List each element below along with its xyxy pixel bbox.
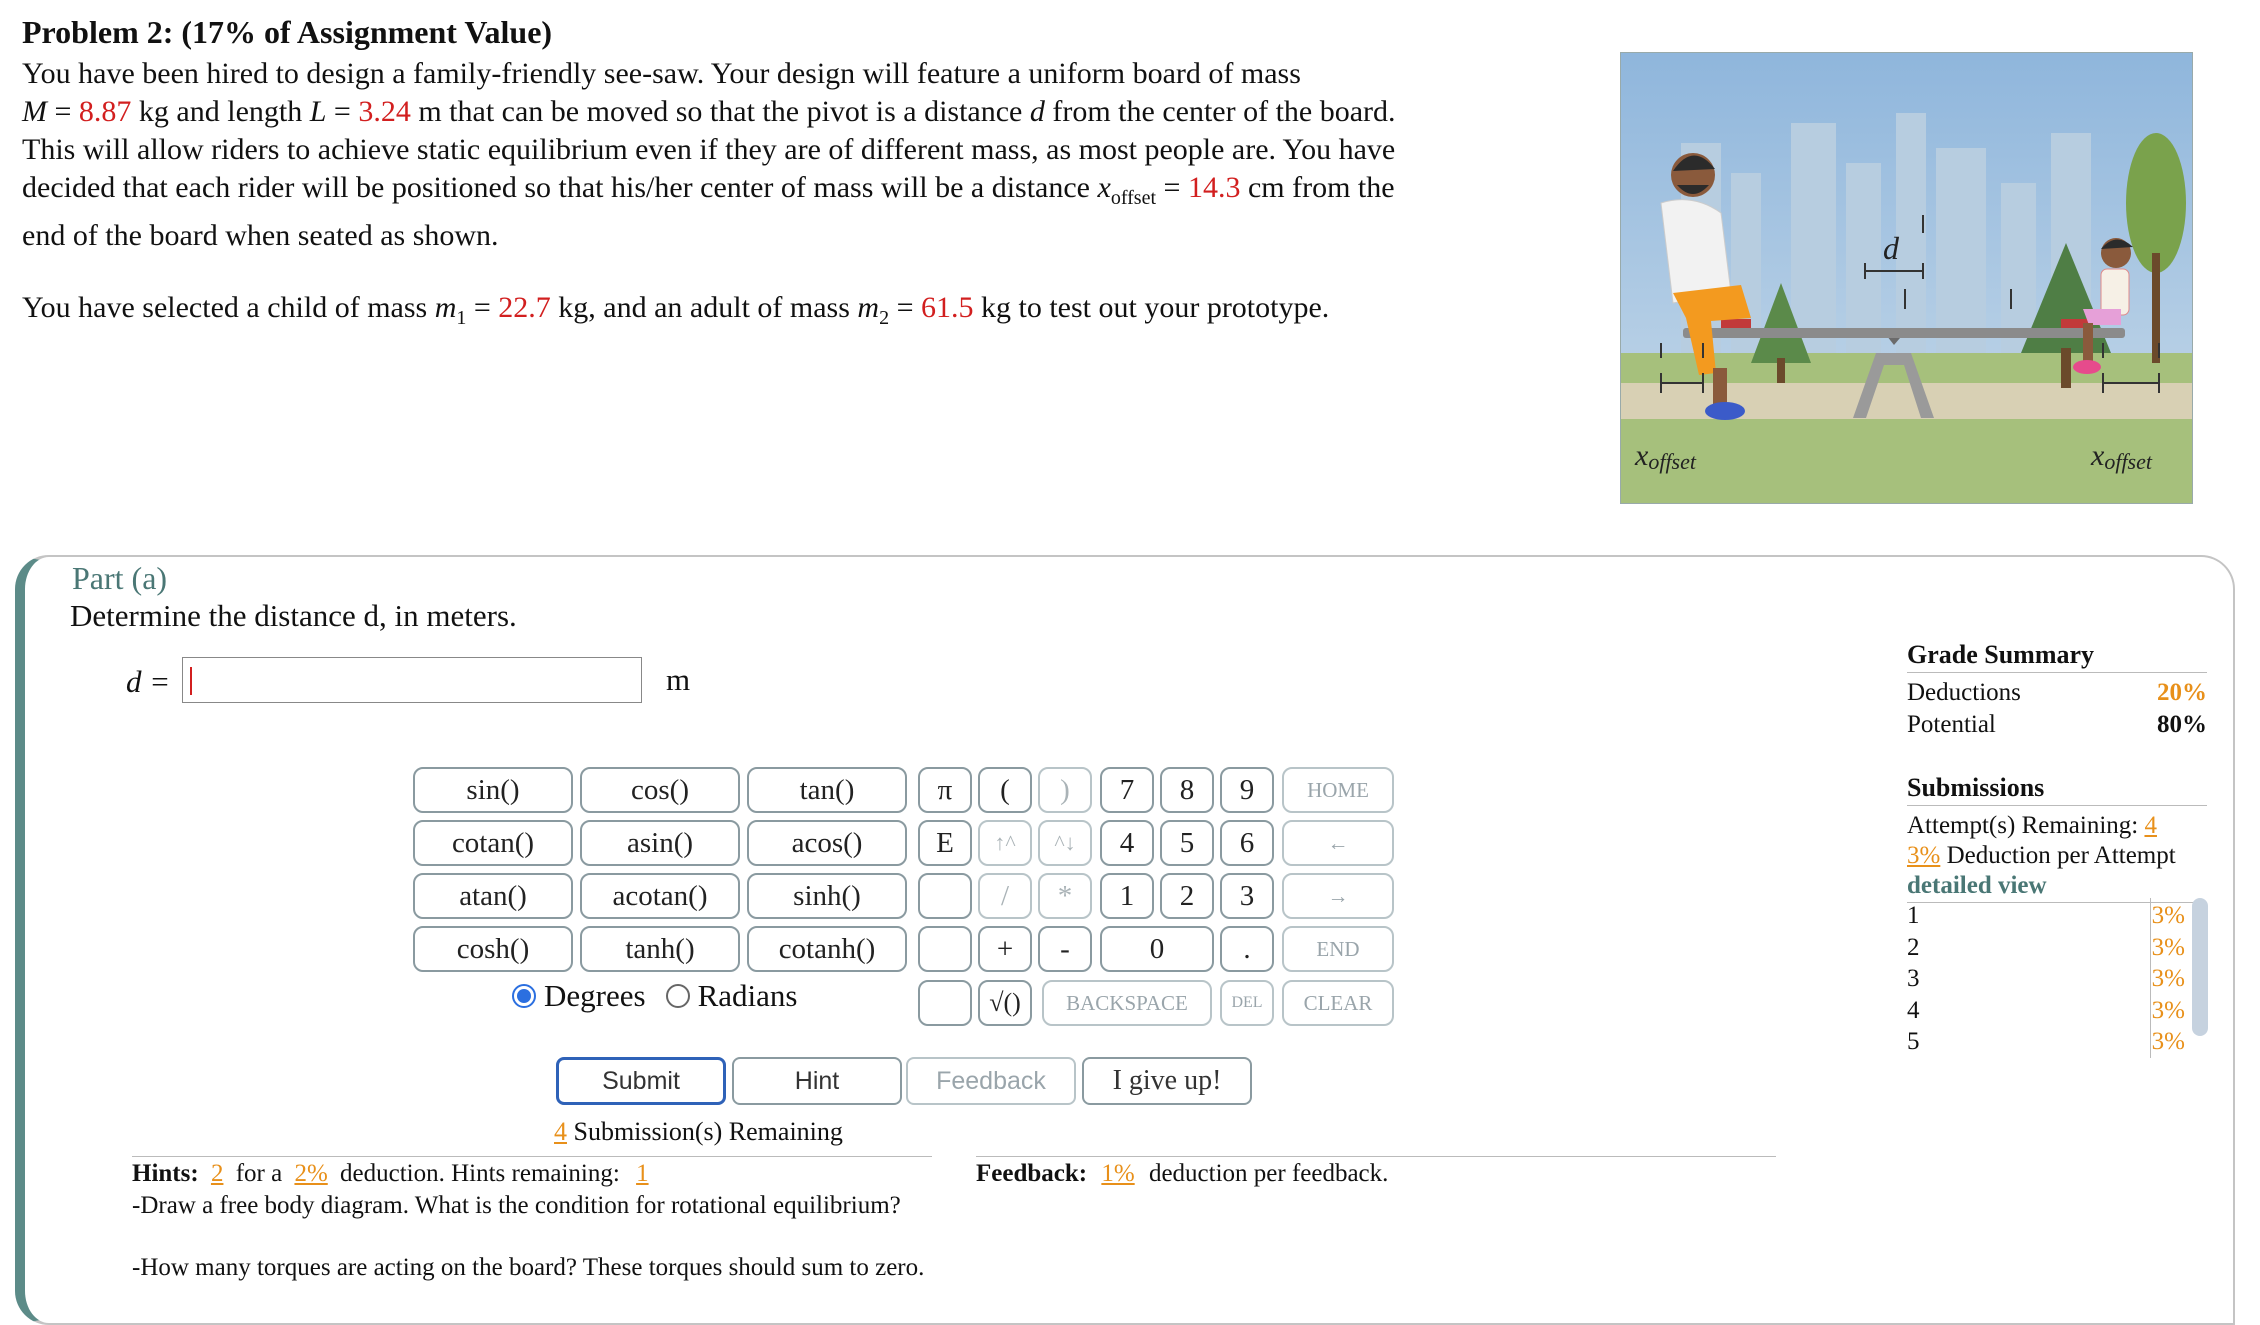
part-label: Part (a) — [72, 560, 168, 596]
attempts-remaining: Attempt(s) Remaining: 4 — [1907, 812, 2157, 839]
attempt-list-scrollbar[interactable] — [2192, 898, 2208, 1036]
digit-7-button[interactable]: 7 — [1100, 767, 1154, 813]
plus-button[interactable]: + — [978, 926, 1032, 972]
home-button[interactable]: HOME — [1282, 767, 1394, 813]
angle-mode-selector — [512, 978, 797, 1014]
submissions-remaining: 4 Submission(s) Remaining — [554, 1117, 843, 1146]
right-arrow-button[interactable]: → — [1282, 873, 1394, 919]
superscript-button[interactable]: ↑^ — [978, 820, 1032, 866]
problem-paragraph-2: You have selected a child of mass $m_1 = 22.7$ kg, and an adult of mass $m_2 = 61.5$ kg to test out your prototype. — [22, 291, 1330, 329]
d-label: d — [1883, 230, 1899, 266]
tanh-button[interactable]: tanh() — [580, 926, 740, 972]
hint-2: -How many torques are acting on the board? These torques should sum to zero. — [132, 1254, 925, 1281]
adult-mass-value: 61.5 — [921, 291, 974, 324]
decimal-button[interactable]: . — [1220, 926, 1274, 972]
cosh-button[interactable]: cosh() — [413, 926, 573, 972]
tan-button[interactable]: tan() — [747, 767, 907, 813]
problem-statement — [22, 14, 1592, 337]
pi-button[interactable]: π — [918, 767, 972, 813]
length-value: 3.24 — [358, 95, 411, 128]
cotanh-button[interactable]: cotanh() — [747, 926, 907, 972]
e-button[interactable]: E — [918, 820, 972, 866]
attempt-row: 5 3% — [1907, 1028, 2185, 1055]
x-offset-left-label: xoffset — [1635, 439, 1696, 474]
attempt-row: 2 3% — [1907, 933, 2185, 961]
multiply-button[interactable]: * — [1038, 873, 1092, 919]
backspace-button[interactable]: BACKSPACE — [1042, 980, 1212, 1026]
digit-5-button[interactable]: 5 — [1160, 820, 1214, 866]
submit-button[interactable]: Submit — [556, 1057, 726, 1105]
hint-1: -Draw a free body diagram. What is the condition for rotational equilibrium? — [132, 1192, 901, 1219]
mass-value: 8.87 — [78, 95, 132, 128]
text-cursor — [190, 667, 192, 695]
attempt-list-divider — [2150, 898, 2151, 1058]
acos-button[interactable]: acos() — [747, 820, 907, 866]
asin-button[interactable]: asin() — [580, 820, 740, 866]
delete-button[interactable]: DEL — [1220, 980, 1274, 1026]
degrees-radio[interactable] — [512, 984, 536, 1008]
part-question: Determine the distance d, in meters. — [70, 598, 517, 633]
digit-3-button[interactable]: 3 — [1220, 873, 1274, 919]
feedback-summary: Feedback: 1% deduction per feedback. — [976, 1160, 1389, 1187]
blank-button[interactable] — [918, 873, 972, 919]
child-mass-value: 22.7 — [498, 291, 551, 324]
see-saw-illustration — [1620, 52, 2193, 504]
submissions-title: Submissions — [1907, 773, 2207, 806]
acotan-button[interactable]: acotan() — [580, 873, 740, 919]
answer-input[interactable] — [182, 657, 642, 703]
answer-unit: m — [666, 662, 691, 697]
divide-button[interactable]: / — [978, 873, 1032, 919]
digit-1-button[interactable]: 1 — [1100, 873, 1154, 919]
attempt-row: 3 3% — [1907, 965, 2185, 992]
see-saw-drawing — [1621, 53, 2192, 503]
cotan-button[interactable]: cotan() — [413, 820, 573, 866]
digit-0-button[interactable]: 0 — [1100, 926, 1214, 972]
attempt-list — [1907, 900, 2207, 1058]
problem-title: Problem 2: (17% of Assignment Value) — [22, 14, 553, 50]
atan-button[interactable]: atan() — [413, 873, 573, 919]
attempt-row: 4 3% — [1907, 996, 2185, 1024]
radians-radio[interactable] — [666, 984, 690, 1008]
give-up-button[interactable]: I give up! — [1082, 1057, 1252, 1105]
blank-button[interactable] — [918, 926, 972, 972]
sqrt-button[interactable]: √() — [978, 980, 1032, 1026]
sin-button[interactable]: sin() — [413, 767, 573, 813]
digit-6-button[interactable]: 6 — [1220, 820, 1274, 866]
left-arrow-button[interactable]: ← — [1282, 820, 1394, 866]
hint-button[interactable]: Hint — [732, 1057, 902, 1105]
radians-label: Radians — [697, 978, 798, 1013]
problem-paragraph-1: You have been hired to design a family-friendly see-saw. Your design will feature a uniform board of mass M = 8.87 kg and length L = 3.24 m that can be moved so that the pivot is a distance d from the center of the board. This will allow riders to achieve static equilibrium even if they are of different mass, as most people are. You have decided that each rider will be positioned so that his/her center of mass will be a distance $x_{offset} = 14.3$ cm from the end of the board when seated as shown. — [22, 57, 1396, 252]
hints-divider — [132, 1156, 932, 1157]
detailed-view-link[interactable]: detailed view — [1907, 870, 2207, 903]
answer-label: d = — [126, 664, 171, 699]
blank-button[interactable] — [918, 980, 972, 1026]
digit-2-button[interactable]: 2 — [1160, 873, 1214, 919]
attempt-row: 1 3% — [1907, 902, 2185, 929]
end-button[interactable]: END — [1282, 926, 1394, 972]
cos-button[interactable]: cos() — [580, 767, 740, 813]
digit-9-button[interactable]: 9 — [1220, 767, 1274, 813]
feedback-button[interactable]: Feedback — [906, 1057, 1076, 1105]
degrees-label: Degrees — [544, 978, 646, 1013]
clear-button[interactable]: CLEAR — [1282, 980, 1394, 1026]
hints-summary: Hints: 2 for a 2% deduction. Hints remaining: 1 — [132, 1160, 649, 1187]
left-paren-button[interactable]: ( — [978, 767, 1032, 813]
subscript-button[interactable]: ^↓ — [1038, 820, 1092, 866]
deductions-value: 20% — [2157, 679, 2207, 706]
right-paren-button[interactable]: ) — [1038, 767, 1092, 813]
digit-8-button[interactable]: 8 — [1160, 767, 1214, 813]
feedback-divider — [976, 1156, 1776, 1157]
minus-button[interactable]: - — [1038, 926, 1092, 972]
offset-value: 14.3 — [1187, 171, 1241, 204]
deduction-per-attempt: 3% Deduction per Attempt — [1907, 842, 2176, 869]
sinh-button[interactable]: sinh() — [747, 873, 907, 919]
x-offset-right-label: xoffset — [2091, 439, 2152, 474]
grade-summary-title: Grade Summary — [1907, 640, 2207, 673]
digit-4-button[interactable]: 4 — [1100, 820, 1154, 866]
potential-value: 80% — [2157, 711, 2207, 738]
grade-summary: Grade Summary Deductions 20% Potential 80% Submissions Attempt(s) Remaining: 4 3% Deduction per Attempt detailed view — [1907, 640, 2207, 903]
